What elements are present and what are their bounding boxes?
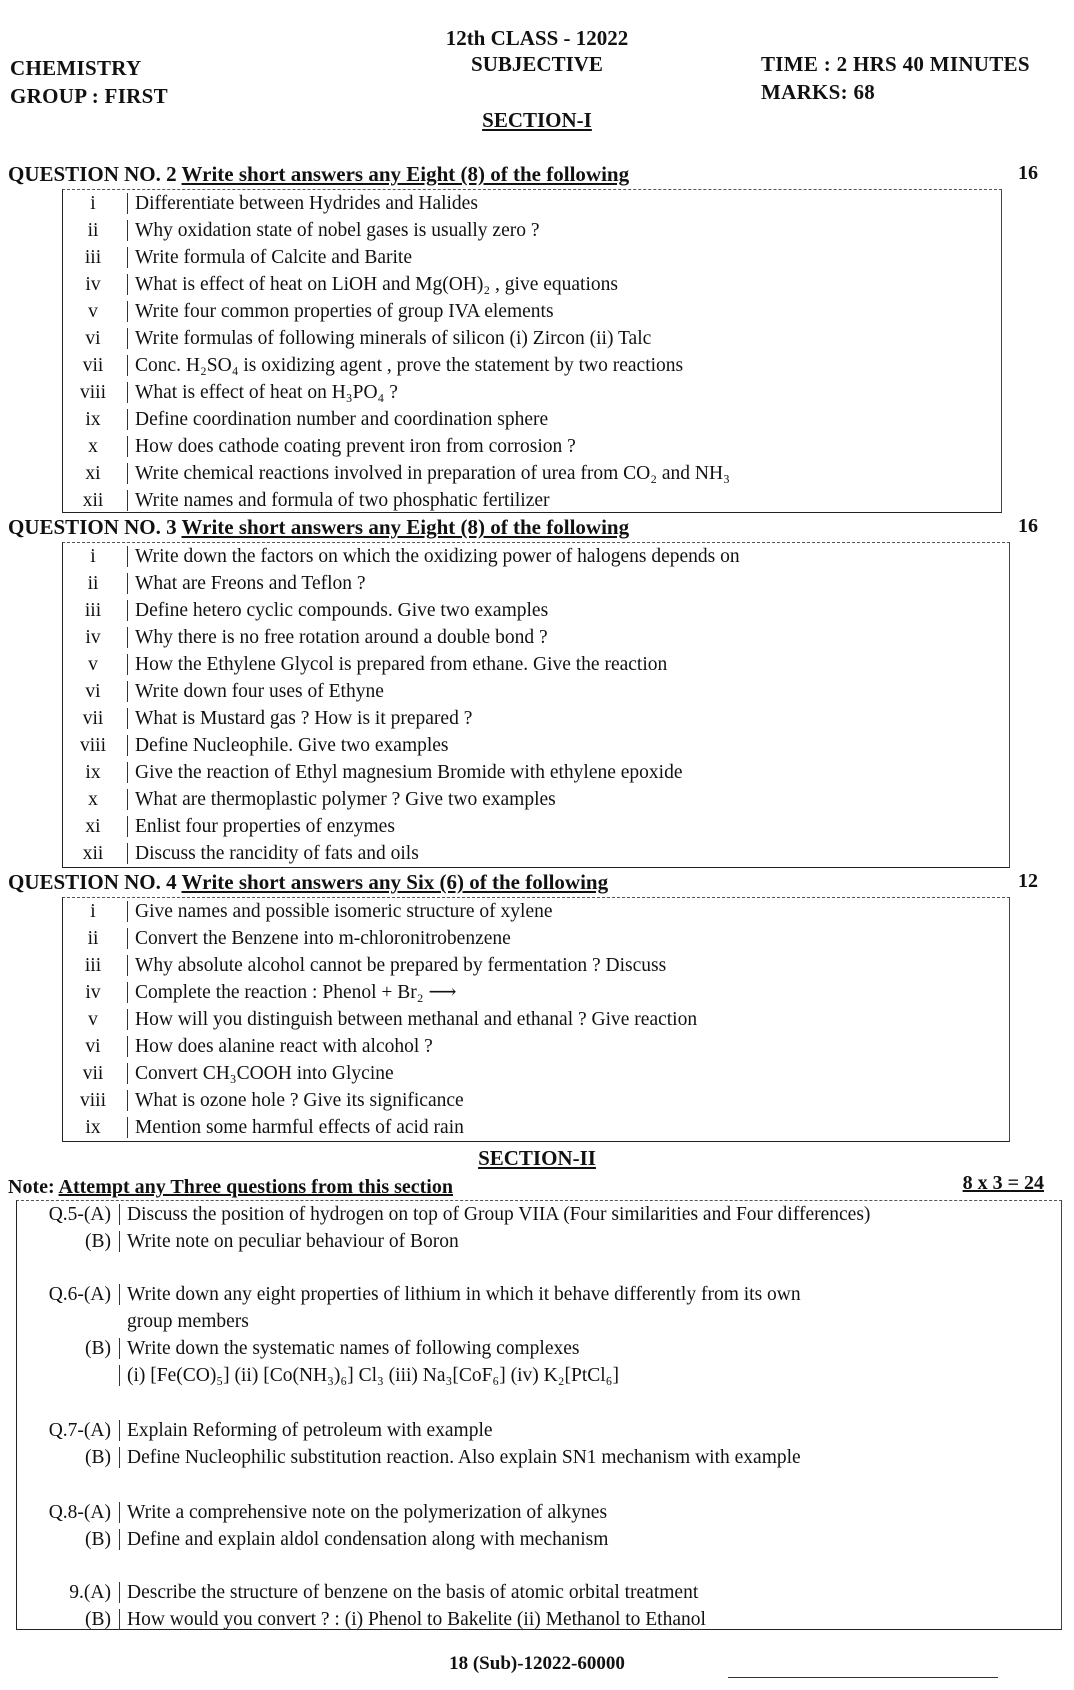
subjective-label: SUBJECTIVE bbox=[471, 52, 603, 76]
list-item: vi How does alanine react with alcohol ? bbox=[85, 1036, 433, 1057]
section-1-title: SECTION-I bbox=[482, 108, 592, 132]
list-item: vii What is Mustard gas ? How is it prepared ? bbox=[82, 708, 473, 729]
group-label: GROUP : FIRST bbox=[10, 84, 168, 108]
paper-code-footer: 18 (Sub)-12022-60000 bbox=[449, 1653, 625, 1674]
list-item: iv What is effect of heat on LiOH and Mg(OH)₂ , give equations bbox=[85, 274, 618, 295]
list-item: iv Why there is no free rotation around a double bond ? bbox=[85, 627, 548, 648]
question-3-title bbox=[8, 515, 629, 540]
footer-divider bbox=[728, 1677, 998, 1678]
list-item: ix Define coordination number and coordination sphere bbox=[85, 409, 549, 430]
question-2-instruction: Write short answers any Eight (8) of the following bbox=[181, 162, 630, 186]
class-line: 12th CLASS - 12022 bbox=[445, 26, 629, 50]
list-item: i Differentiate between Hydrides and Halides bbox=[90, 193, 478, 214]
list-item: xii Write names and formula of two phosphatic fertilizer bbox=[82, 490, 550, 511]
list-item: vii Convert CH₃COOH into Glycine bbox=[82, 1063, 394, 1084]
section-2-note bbox=[8, 1176, 453, 1199]
question-3-box bbox=[62, 542, 1010, 868]
time-label: TIME : 2 HRS 40 MINUTES bbox=[761, 52, 1030, 76]
section-2-title: SECTION-II bbox=[478, 1146, 596, 1170]
list-item: viii What is effect of heat on H₃PO₄ ? bbox=[79, 382, 398, 403]
list-item: viii Define Nucleophile. Give two examples bbox=[79, 735, 449, 756]
list-item: iii Why absolute alcohol cannot be prepared by fermentation ? Discuss bbox=[84, 955, 667, 976]
note-label: Note: bbox=[8, 1176, 55, 1198]
section-2-box: Q.5-(A) Discuss the position of hydrogen on top of Group VIIA (Four similarities and Four differences) (B) Write note on peculiar behaviour of Boron Q.6-(A) Write down any eight properties of lithium in which it behave differently from its own group members (B) Write down the systematic names of following complexes (i) [Fe(CO)₅] (ii) [Co(NH₃)₆] Cl₃ (iii) Na₃[CoF₆] (iv) K₂[PtCl₆] Q.7-(A) Explain Reforming of petroleum with example (B) Define Nucleophilic substitution reaction. Also explain SN1 mechanism with example Q.8-(A) Write a comprehensive note on the polymerization of alkynes (B) Define and explain aldol condensation along with mechanism 9.(A) Describe the structure of benzene on the basis of atomic orbital treatment (B) How would you convert ? : (i) Phenol to Bakelite (ii) Methanol to Ethanol bbox=[16, 1200, 1062, 1630]
list-item: iv Complete the reaction : Phenol + Br₂ ⟶ bbox=[85, 982, 457, 1003]
note-text: Attempt any Three questions from this section bbox=[58, 1176, 453, 1198]
list-item: i Write down the factors on which the oxidizing power of halogens depends on bbox=[90, 546, 740, 567]
list-item: v Write four common properties of group IVA elements bbox=[88, 301, 554, 322]
subject-name: CHEMISTRY bbox=[10, 56, 142, 80]
list-item: viii What is ozone hole ? Give its significance bbox=[79, 1090, 464, 1111]
section-2-marks: 8 x 3 = 24 bbox=[962, 1172, 1044, 1194]
list-item: v How will you distinguish between methanal and ethanal ? Give reaction bbox=[88, 1009, 698, 1030]
question-2-box bbox=[62, 189, 1002, 513]
list-item: ii Why oxidation state of nobel gases is usually zero ? bbox=[87, 220, 540, 241]
list-item: iii Write formula of Calcite and Barite bbox=[84, 247, 412, 268]
question-4-label: QUESTION NO. 4 bbox=[8, 870, 177, 894]
list-item: vii Conc. H₂SO₄ is oxidizing agent , prove the statement by two reactions bbox=[82, 355, 684, 376]
question-3-instruction: Write short answers any Eight (8) of the following bbox=[181, 515, 630, 539]
list-item: xii Discuss the rancidity of fats and oils bbox=[82, 843, 419, 864]
question-4-box bbox=[62, 897, 1010, 1142]
list-item: xi Write chemical reactions involved in preparation of urea from CO₂ and NH₃ bbox=[85, 463, 730, 484]
list-item: x How does cathode coating prevent iron from corrosion ? bbox=[88, 436, 576, 457]
list-item: i Give names and possible isomeric structure of xylene bbox=[90, 901, 553, 922]
question-4-marks: 12 bbox=[1018, 870, 1038, 892]
list-item: vi Write formulas of following minerals of silicon (i) Zircon (ii) Talc bbox=[85, 328, 652, 349]
question-2-title bbox=[8, 162, 629, 187]
list-item: xi Enlist four properties of enzymes bbox=[85, 816, 395, 837]
marks-label: MARKS: 68 bbox=[761, 80, 876, 104]
question-3-label: QUESTION NO. 3 bbox=[8, 515, 177, 539]
question-3-marks: 16 bbox=[1018, 515, 1038, 537]
list-item: ix Mention some harmful effects of acid rain bbox=[85, 1117, 464, 1138]
list-item: iii Define hetero cyclic compounds. Give two examples bbox=[84, 600, 549, 621]
question-2-marks: 16 bbox=[1018, 162, 1038, 184]
list-item: ix Give the reaction of Ethyl magnesium Bromide with ethylene epoxide bbox=[85, 762, 683, 783]
list-item: v How the Ethylene Glycol is prepared from ethane. Give the reaction bbox=[88, 654, 668, 675]
list-item: vi Write down four uses of Ethyne bbox=[85, 681, 384, 702]
list-item: ii Convert the Benzene into m-chloronitrobenzene bbox=[87, 928, 511, 949]
question-4-title bbox=[8, 870, 608, 895]
list-item: ii What are Freons and Teflon ? bbox=[87, 573, 366, 594]
question-4-instruction: Write short answers any Six (6) of the following bbox=[181, 870, 609, 894]
list-item: x What are thermoplastic polymer ? Give two examples bbox=[88, 789, 556, 810]
question-2-label: QUESTION NO. 2 bbox=[8, 162, 177, 186]
